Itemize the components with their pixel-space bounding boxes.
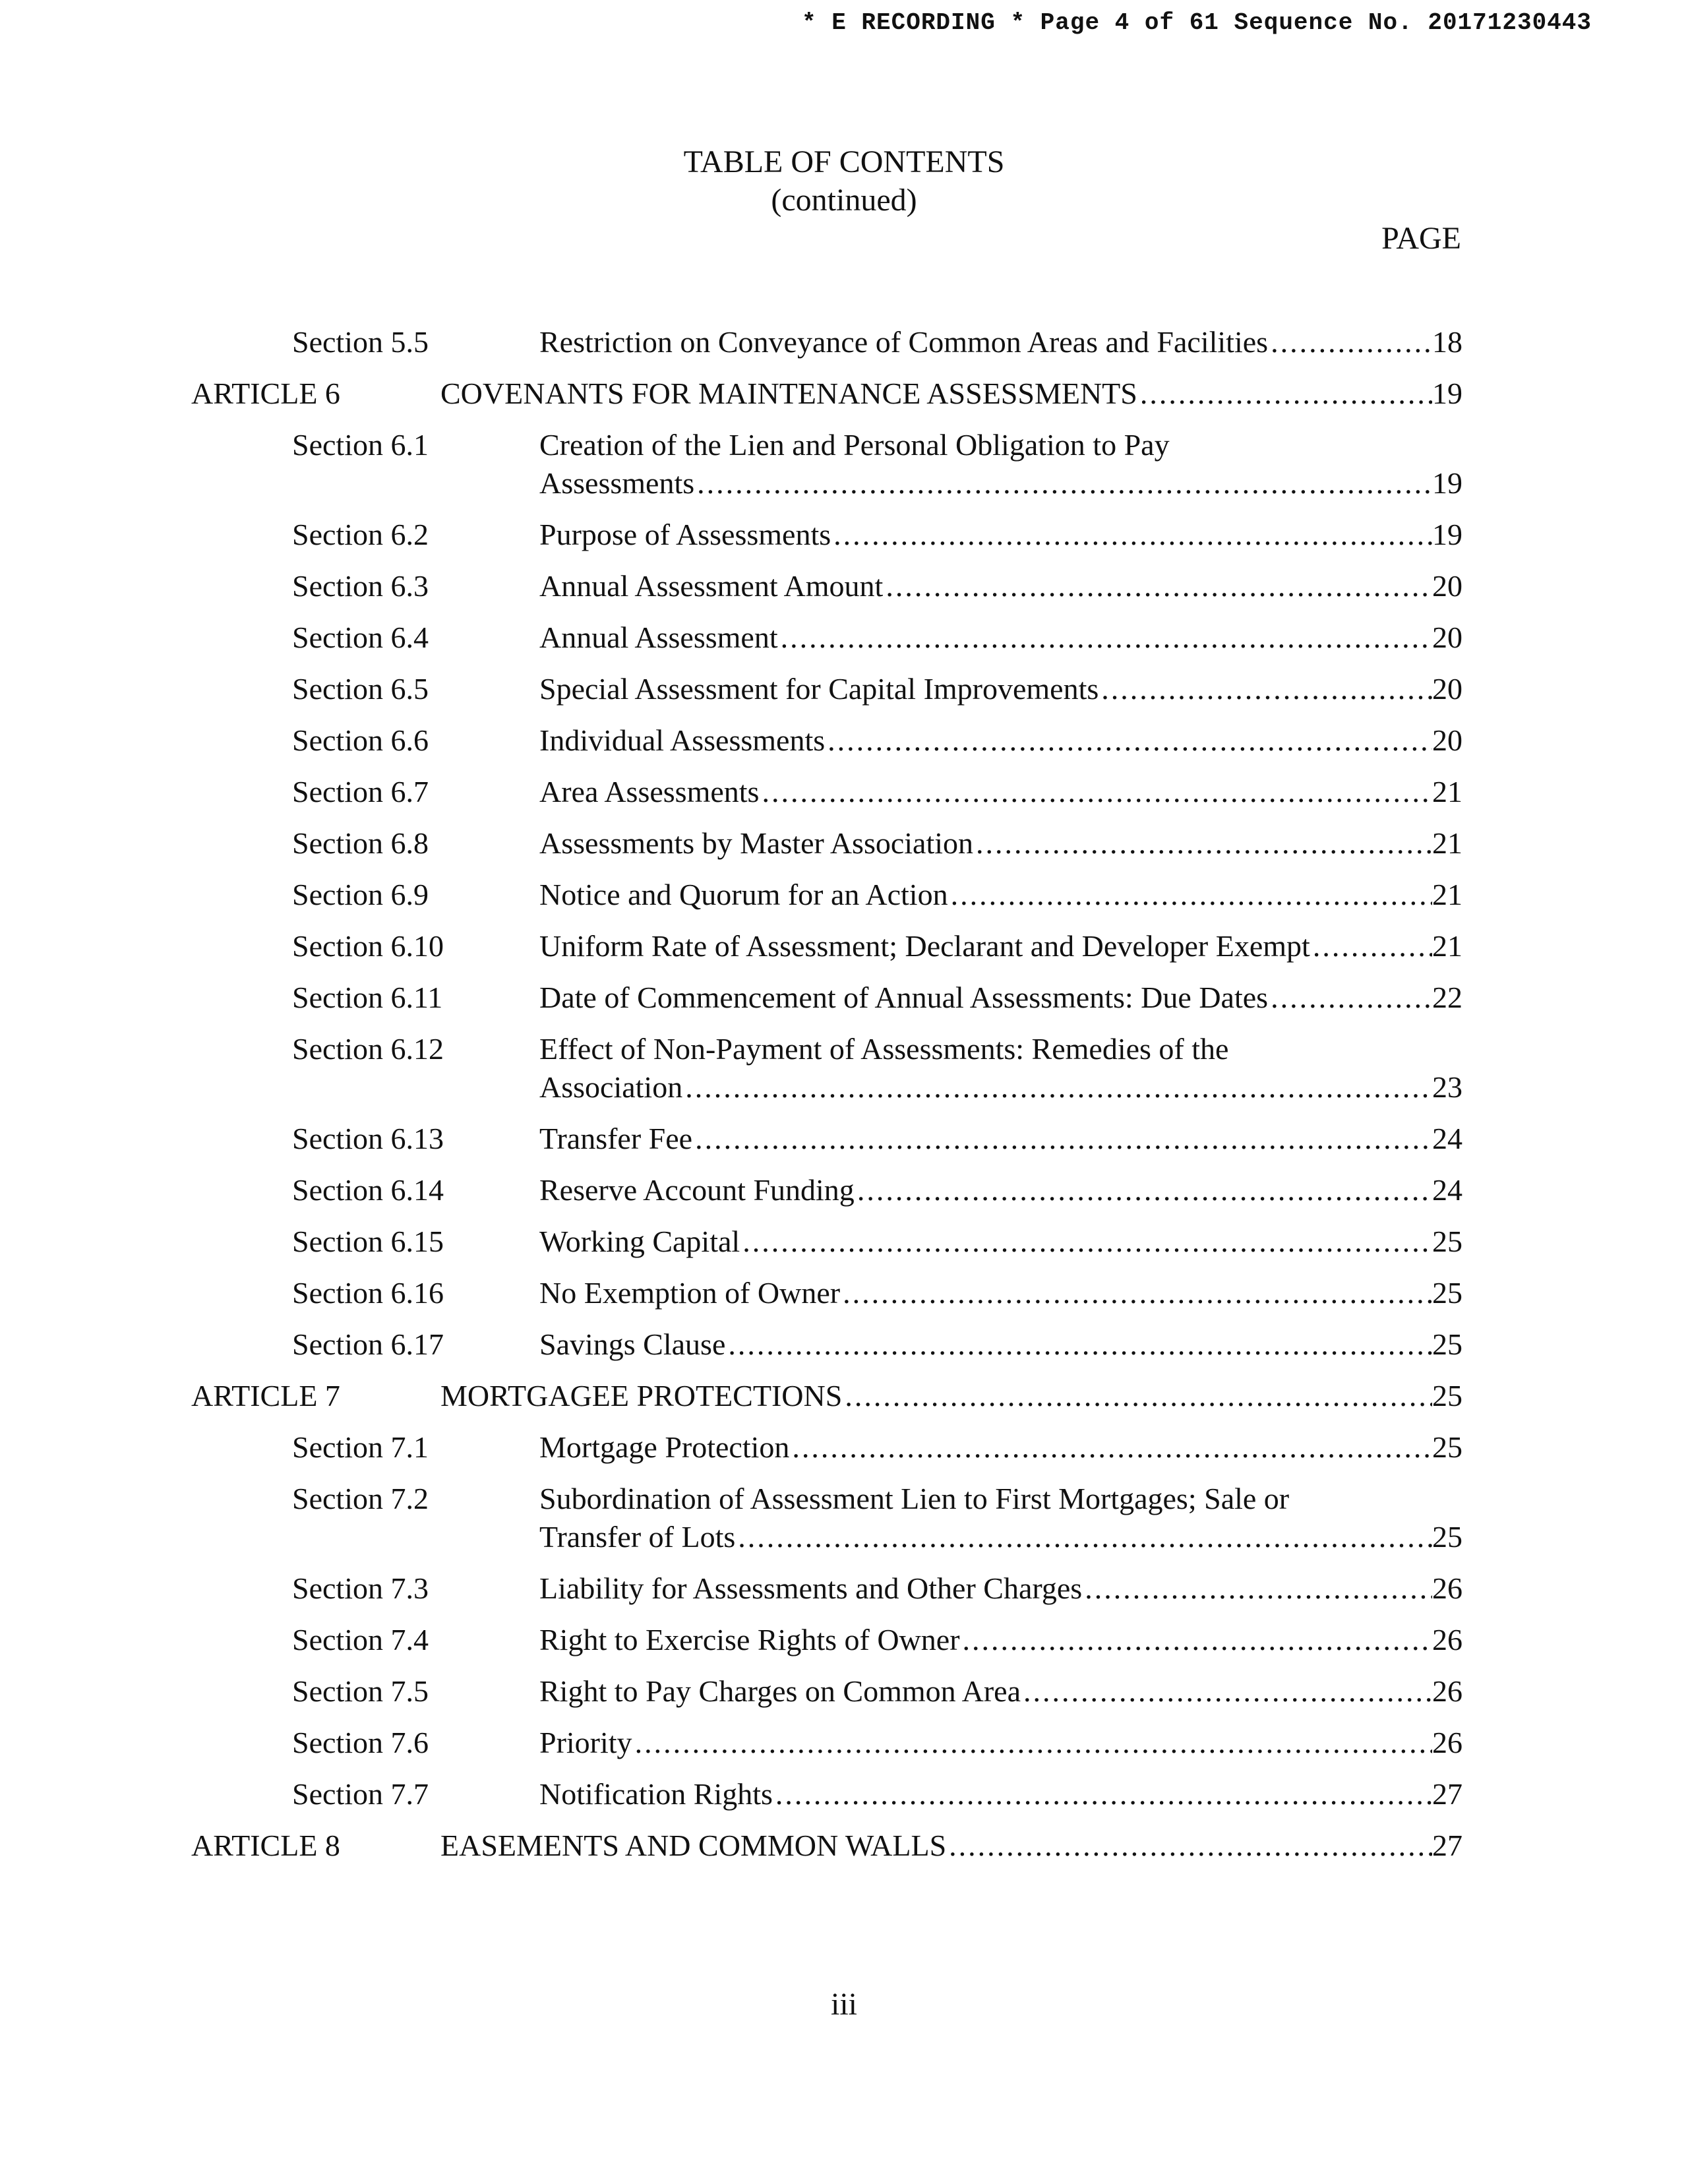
toc-section-entry [0,824,1688,863]
section-number: Section 6.1 [292,428,429,462]
entry-title-line [539,670,1462,708]
dot-leader [694,464,1432,502]
entry-title-line [539,979,1462,1017]
entry-page-number: 21 [1432,826,1462,860]
entry-title-block [539,670,1462,708]
entry-page-number: 26 [1432,1623,1462,1656]
entry-title: Liability for Assessments and Other Charges [539,1571,1083,1605]
entry-title-block [539,1325,1462,1364]
dot-leader [831,516,1432,554]
entry-title-block [539,876,1462,914]
entry-title: Assessments [539,466,695,500]
dot-leader [632,1724,1432,1762]
dot-leader [825,721,1432,760]
entry-page-number: 26 [1432,1674,1462,1708]
entry-title-line [539,1724,1462,1762]
dot-leader [692,1120,1432,1158]
section-number: Section 6.8 [292,826,429,860]
entry-page-number: 20 [1432,621,1462,654]
entry-title-block [539,1274,1462,1312]
toc-section-entry [0,323,1688,361]
dot-leader [773,1775,1432,1813]
toc-article-entry [0,1377,1688,1415]
section-number: Section 6.4 [292,621,429,654]
entry-page-number: 18 [1432,325,1462,359]
toc-section-entry [0,927,1688,965]
entry-title-line [539,323,1462,361]
toc-section-entry [0,1775,1688,1813]
section-number: Section 6.2 [292,518,429,551]
entry-title: COVENANTS FOR MAINTENANCE ASSESSMENTS [440,377,1137,410]
toc-section-entry [0,567,1688,605]
entry-title-block [539,1724,1462,1762]
entry-title-block [440,375,1462,413]
section-number: Section 6.3 [292,569,429,603]
toc-section-entry [0,1428,1688,1467]
entry-title: Annual Assessment Amount [539,569,884,603]
entry-title-line [539,1171,1462,1209]
entry-title: Annual Assessment [539,621,778,654]
entry-page-number: 25 [1432,1520,1462,1554]
page-number: iii [830,1987,857,2022]
entry-title-line [539,1428,1462,1467]
article-number: ARTICLE 8 [191,1829,340,1862]
section-number: Section 7.5 [292,1674,429,1708]
entry-title: Area Assessments [539,775,760,808]
entry-title-line [539,567,1462,605]
entry-title-block [539,516,1462,554]
entry-title: Transfer Fee [539,1122,693,1155]
dot-leader [855,1171,1432,1209]
toc-article-entry [0,1827,1688,1865]
entry-title-block [539,1223,1462,1261]
entry-title-block [440,1377,1462,1415]
entry-title-line [539,773,1462,811]
entry-title-line [539,1518,1462,1556]
entry-page-number: 21 [1432,878,1462,911]
entry-title-line [539,1672,1462,1711]
entry-title-line [539,1569,1462,1608]
entry-page-number: 25 [1432,1430,1462,1464]
entry-title: Purpose of Assessments [539,518,831,551]
entry-page-number: 20 [1432,723,1462,757]
entry-title: Savings Clause [539,1327,726,1361]
toc-section-entry [0,1120,1688,1158]
entry-page-number: 27 [1432,1829,1462,1862]
entry-page-number: 25 [1432,1225,1462,1258]
dot-leader [883,567,1432,605]
entry-title-line [539,1621,1462,1659]
entry-page-number: 25 [1432,1379,1462,1412]
entry-title: Association [539,1070,683,1104]
entry-title: Right to Exercise Rights of Owner [539,1623,960,1656]
entry-page-number: 23 [1432,1070,1462,1104]
entry-page-number: 20 [1432,569,1462,603]
entry-title-block [539,1171,1462,1209]
entry-title-line [539,516,1462,554]
toc-section-entry [0,1480,1688,1556]
entry-title: Notification Rights [539,1777,773,1811]
entry-title-line [539,824,1462,863]
entry-page-number: 25 [1432,1276,1462,1310]
entry-page-number: 27 [1432,1777,1462,1811]
toc-section-entry [0,1621,1688,1659]
entry-title-block [539,927,1462,965]
toc-section-entry [0,619,1688,657]
entry-title-line [539,1120,1462,1158]
section-number: Section 7.4 [292,1623,429,1656]
entry-title: Special Assessment for Capital Improvements [539,672,1099,706]
entry-title: Uniform Rate of Assessment; Declarant and Developer Exempt [539,929,1310,963]
dot-leader [973,824,1432,863]
entry-title-block [539,773,1462,811]
dot-leader [740,1223,1432,1261]
section-number: Section 6.13 [292,1122,444,1155]
entry-title-line [539,1223,1462,1261]
entry-title-line [539,1325,1462,1364]
entry-title-block [539,1428,1462,1467]
entry-title-block [539,1480,1462,1556]
entry-title-line: Subordination of Assessment Lien to First Mortgages; Sale or [539,1482,1290,1515]
dot-leader [778,619,1432,657]
section-number: Section 6.12 [292,1032,444,1066]
entry-title-line: Creation of the Lien and Personal Obligation to Pay [539,428,1170,462]
section-number: Section 6.6 [292,723,429,757]
entry-page-number: 26 [1432,1726,1462,1759]
toc-article-entry [0,375,1688,413]
article-number: ARTICLE 7 [191,1379,340,1412]
article-number: ARTICLE 6 [191,377,340,410]
dot-leader [946,1827,1432,1865]
section-number: Section 7.2 [292,1482,429,1515]
toc-section-entry [0,1223,1688,1261]
section-number: Section 6.15 [292,1225,444,1258]
toc-section-entry [0,1274,1688,1312]
entry-title-line [539,927,1462,965]
page-title: TABLE OF CONTENTS [683,144,1005,179]
entry-title-block [539,1030,1462,1107]
toc-section-entry [0,1569,1688,1608]
section-number: Section 7.6 [292,1726,429,1759]
toc-section-entry [0,1724,1688,1762]
dot-leader [948,876,1432,914]
entry-title: Transfer of Lots [539,1520,736,1554]
dot-leader [759,773,1432,811]
entry-title: Notice and Quorum for an Action [539,878,948,911]
section-number: Section 7.1 [292,1430,429,1464]
section-number: Section 6.16 [292,1276,444,1310]
table-of-contents [0,323,1688,1878]
dot-leader [789,1428,1432,1467]
recording-stamp: * E RECORDING * Page 4 of 61 Sequence No. 20171230443 [802,9,1592,36]
dot-leader [1099,670,1432,708]
page-subtitle: (continued) [771,183,917,218]
section-number: Section 6.14 [292,1173,444,1207]
entry-title: No Exemption of Owner [539,1276,841,1310]
toc-section-entry [0,721,1688,760]
entry-title: MORTGAGEE PROTECTIONS [440,1379,843,1412]
entry-title-line [440,1377,1462,1415]
section-number: Section 6.11 [292,981,443,1014]
entry-title-line [539,1274,1462,1312]
entry-title-line [539,721,1462,760]
entry-title-line: Effect of Non-Payment of Assessments: Remedies of the [539,1032,1229,1066]
dot-leader [1082,1569,1432,1608]
dot-leader [842,1377,1432,1415]
section-number: Section 6.10 [292,929,444,963]
entry-title-block [539,1569,1462,1608]
entry-page-number: 24 [1432,1173,1462,1207]
entry-page-number: 24 [1432,1122,1462,1155]
entry-title-line [539,1775,1462,1813]
entry-page-number: 26 [1432,1571,1462,1605]
entry-page-number: 21 [1432,929,1462,963]
dot-leader [1021,1672,1432,1711]
entry-title-block [539,323,1462,361]
entry-title-block [539,567,1462,605]
entry-title: Restriction on Conveyance of Common Areas and Facilities [539,325,1269,359]
entry-page-number: 21 [1432,775,1462,808]
toc-section-entry [0,1672,1688,1711]
entry-title-block [440,1827,1462,1865]
toc-section-entry [0,1171,1688,1209]
entry-title-line [539,464,1462,502]
dot-leader [735,1518,1432,1556]
entry-title-block [539,619,1462,657]
entry-title-line [539,619,1462,657]
toc-section-entry [0,876,1688,914]
section-number: Section 7.7 [292,1777,429,1811]
dot-leader [840,1274,1432,1312]
dot-leader [960,1621,1432,1659]
entry-page-number: 19 [1432,377,1462,410]
entry-title-line [440,1827,1462,1865]
entry-title-line [539,876,1462,914]
dot-leader [1268,979,1432,1017]
section-number: Section 6.9 [292,878,429,911]
entry-title-block [539,426,1462,502]
entry-title-block [539,824,1462,863]
entry-title: Priority [539,1726,632,1759]
entry-title-block [539,1672,1462,1711]
toc-section-entry [0,670,1688,708]
entry-page-number: 20 [1432,672,1462,706]
entry-title: Right to Pay Charges on Common Area [539,1674,1021,1708]
entry-title-block [539,1775,1462,1813]
dot-leader [1137,375,1432,413]
dot-leader [725,1325,1432,1364]
entry-title-line [539,1068,1462,1107]
entry-title-block [539,1120,1462,1158]
section-number: Section 6.7 [292,775,429,808]
page-column-label: PAGE [1381,221,1461,256]
section-number: Section 7.3 [292,1571,429,1605]
entry-title-block [539,1621,1462,1659]
entry-title: Working Capital [539,1225,740,1258]
entry-title: Reserve Account Funding [539,1173,855,1207]
toc-section-entry [0,426,1688,502]
section-number: Section 6.5 [292,672,429,706]
entry-title-block [539,979,1462,1017]
entry-title: Date of Commencement of Annual Assessments: Due Dates [539,981,1269,1014]
entry-page-number: 25 [1432,1327,1462,1361]
section-number: Section 6.17 [292,1327,444,1361]
toc-section-entry [0,773,1688,811]
entry-title-block [539,721,1462,760]
toc-section-entry [0,979,1688,1017]
toc-section-entry [0,1030,1688,1107]
dot-leader [1310,927,1432,965]
entry-page-number: 19 [1432,518,1462,551]
entry-title-line [440,375,1462,413]
entry-title: Individual Assessments [539,723,826,757]
dot-leader [682,1068,1432,1107]
toc-section-entry [0,1325,1688,1364]
entry-page-number: 22 [1432,981,1462,1014]
section-number: Section 5.5 [292,325,429,359]
entry-page-number: 19 [1432,466,1462,500]
entry-title: EASEMENTS AND COMMON WALLS [440,1829,947,1862]
dot-leader [1268,323,1432,361]
entry-title: Assessments by Master Association [539,826,974,860]
toc-section-entry [0,516,1688,554]
entry-title: Mortgage Protection [539,1430,790,1464]
